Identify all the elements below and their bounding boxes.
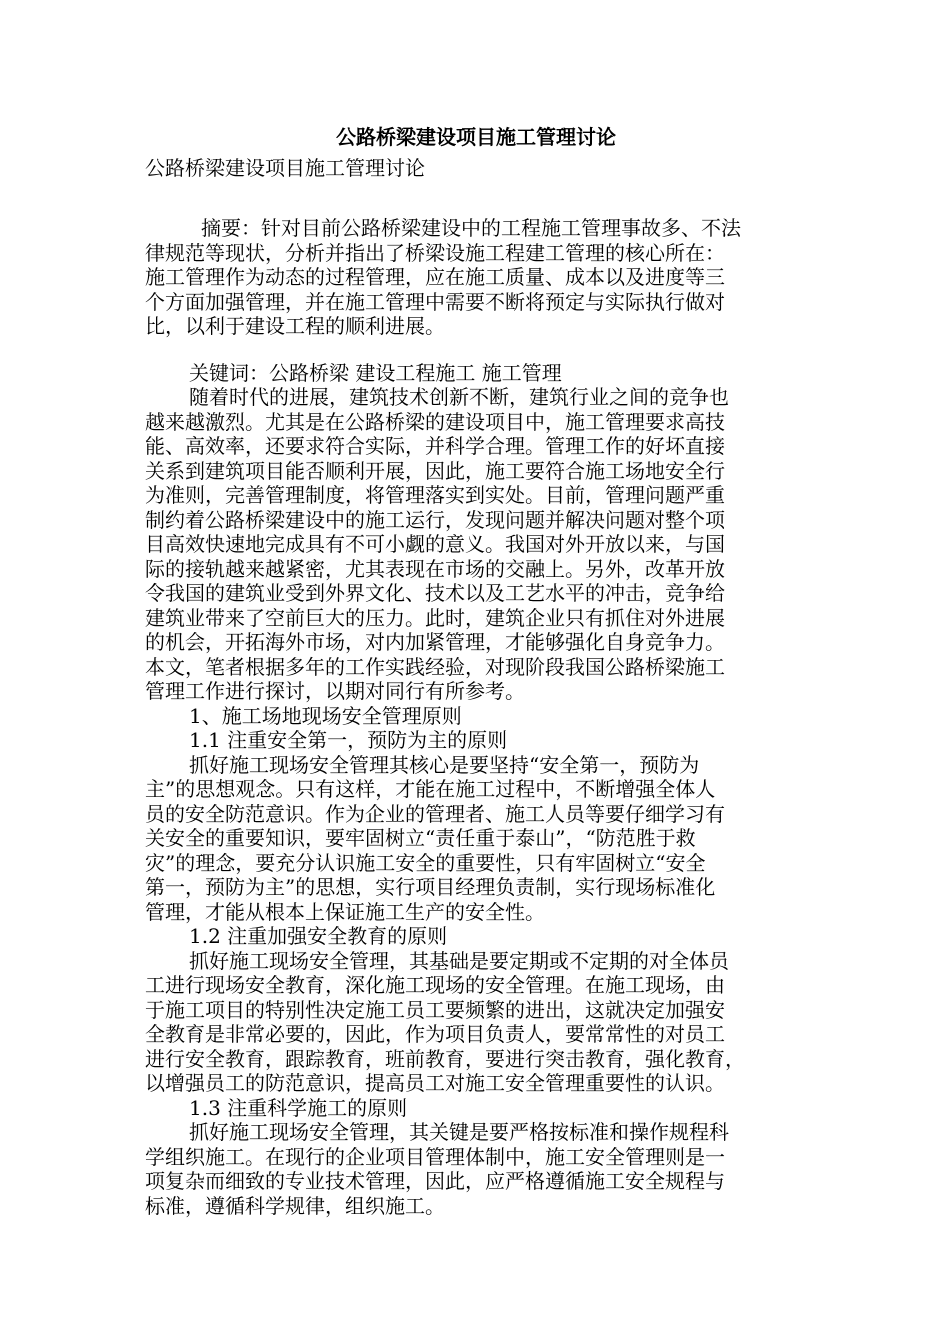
- section-heading: 1、施工场地现场安全管理原则: [189, 703, 462, 728]
- abstract-paragraph: [145, 216, 807, 339]
- body-line: 全教育是非常必要的，因此，作为项目负责人，要常常性的对员工: [145, 1022, 725, 1046]
- subsection-paragraph: [145, 753, 807, 925]
- body-line: 灾”的理念，要充分认识施工安全的重要性，只有牢固树立“安全: [145, 850, 706, 875]
- abstract-line: 摘要：针对目前公路桥梁建设中的工程施工管理事故多、不法: [201, 216, 741, 240]
- intro-line: 本文，笔者根据多年的工作实践经验，对现阶段我国公路桥梁施工: [145, 654, 725, 679]
- abstract-line: 施工管理作为动态的过程管理，应在施工质量、成本以及进度等三: [145, 265, 725, 289]
- intro-line: 制约着公路桥梁建设中的施工运行，发现问题并解决问题对整个项: [145, 507, 725, 532]
- body-line: 学组织施工。在现行的企业项目管理体制中，施工安全管理则是一: [145, 1144, 725, 1169]
- body-line: 主”的思想观念。只有这样，才能在施工过程中，不断增强全体人: [145, 777, 716, 801]
- intro-line: 随着时代的进展，建筑技术创新不断，建筑行业之间的竞争也: [189, 385, 729, 409]
- intro-line: 为准则，完善管理制度，将管理落实到实处。目前，管理问题严重: [145, 483, 725, 507]
- body-line: 员的安全防范意识。作为企业的管理者、施工人员等要仔细学习有: [145, 801, 725, 826]
- intro-line: 能、高效率，还要求符合实际，并科学合理。管理工作的好坏直接: [145, 434, 725, 458]
- intro-line: 际的接轨越来越紧密，尤其表现在市场的交融上。另外，改革开放: [145, 556, 725, 581]
- body-line: 进行安全教育，跟踪教育，班前教育，要进行突击教育，强化教育，: [145, 1046, 745, 1071]
- body-line: 管理，才能从根本上保证施工生产的安全性。: [145, 899, 545, 924]
- body-line: 项复杂而细致的专业技术管理，因此，应严格遵循施工安全规程与: [145, 1169, 725, 1193]
- subsection-heading: 1.3 注重科学施工的原则: [189, 1095, 408, 1120]
- intro-line: 越来越激烈。尤其是在公路桥梁的建设项目中，施工管理要求高技: [145, 409, 725, 434]
- body-line: 关安全的重要知识，要牢固树立“责任重于泰山”，“防范胜于救: [145, 826, 696, 850]
- intro-line: 目高效快速地完成具有不可小觑的意义。我国对外开放以来，与国: [145, 532, 725, 556]
- intro-line: 管理工作进行探讨，以期对同行有所参考。: [145, 679, 525, 703]
- intro-line: 关系到建筑项目能否顺利开展，因此，施工要符合施工场地安全行: [145, 458, 725, 483]
- spacer: [145, 182, 807, 216]
- body-line: 于施工项目的特别性决定施工员工要频繁的进出，这就决定加强安: [145, 997, 725, 1022]
- intro-line: 令我国的建筑业受到外界文化、技术以及工艺水平的冲击，竞争给: [145, 581, 725, 605]
- abstract-line: 比，以利于建设工程的顺利进展。: [145, 314, 445, 338]
- subsection-heading: 1.2 注重加强安全教育的原则: [189, 924, 448, 948]
- intro-paragraph: [145, 385, 807, 704]
- abstract-line: 个方面加强管理，并在施工管理中需要不断将预定与实际执行做对: [145, 289, 725, 314]
- body-line: 以增强员工的防范意识，提高员工对施工安全管理重要性的认识。: [145, 1071, 725, 1095]
- document-subtitle: 公路桥梁建设项目施工管理讨论: [145, 156, 425, 180]
- body-line: 抓好施工现场安全管理，其基础是要定期或不定期的对全体员: [189, 948, 729, 973]
- body-line: 工进行现场安全教育，深化施工现场的安全管理。在施工现场，由: [145, 973, 725, 997]
- document-page: [145, 120, 807, 1218]
- intro-line: 建筑业带来了空前巨大的压力。此时，建筑企业只有抓住对外进展: [145, 605, 725, 630]
- body-line: 抓好施工现场安全管理，其关键是要严格按标准和操作规程科: [189, 1120, 729, 1144]
- keywords-line: 关键词：公路桥梁 建设工程施工 施工管理: [189, 360, 562, 385]
- body-line: 第一，预防为主”的思想，实行项目经理负责制，实行现场标准化: [145, 875, 716, 899]
- body-line: 标准，遵循科学规律，组织施工。: [145, 1193, 445, 1218]
- document-title: 公路桥梁建设项目施工管理讨论: [336, 125, 616, 149]
- intro-line: 的机会，开拓海外市场，对内加紧管理，才能够强化自身竞争力。: [145, 630, 725, 654]
- spacer: [145, 339, 807, 361]
- body-line: 抓好施工现场安全管理其核心是要坚持“安全第一，预防为: [189, 752, 700, 777]
- subsection-paragraph: [145, 1120, 807, 1218]
- subsection-heading: 1.1 注重安全第一，预防为主的原则: [189, 728, 508, 752]
- subsection-paragraph: [145, 949, 807, 1096]
- abstract-line: 律规范等现状，分析并指出了桥梁设施工程建工管理的核心所在：: [145, 240, 725, 265]
